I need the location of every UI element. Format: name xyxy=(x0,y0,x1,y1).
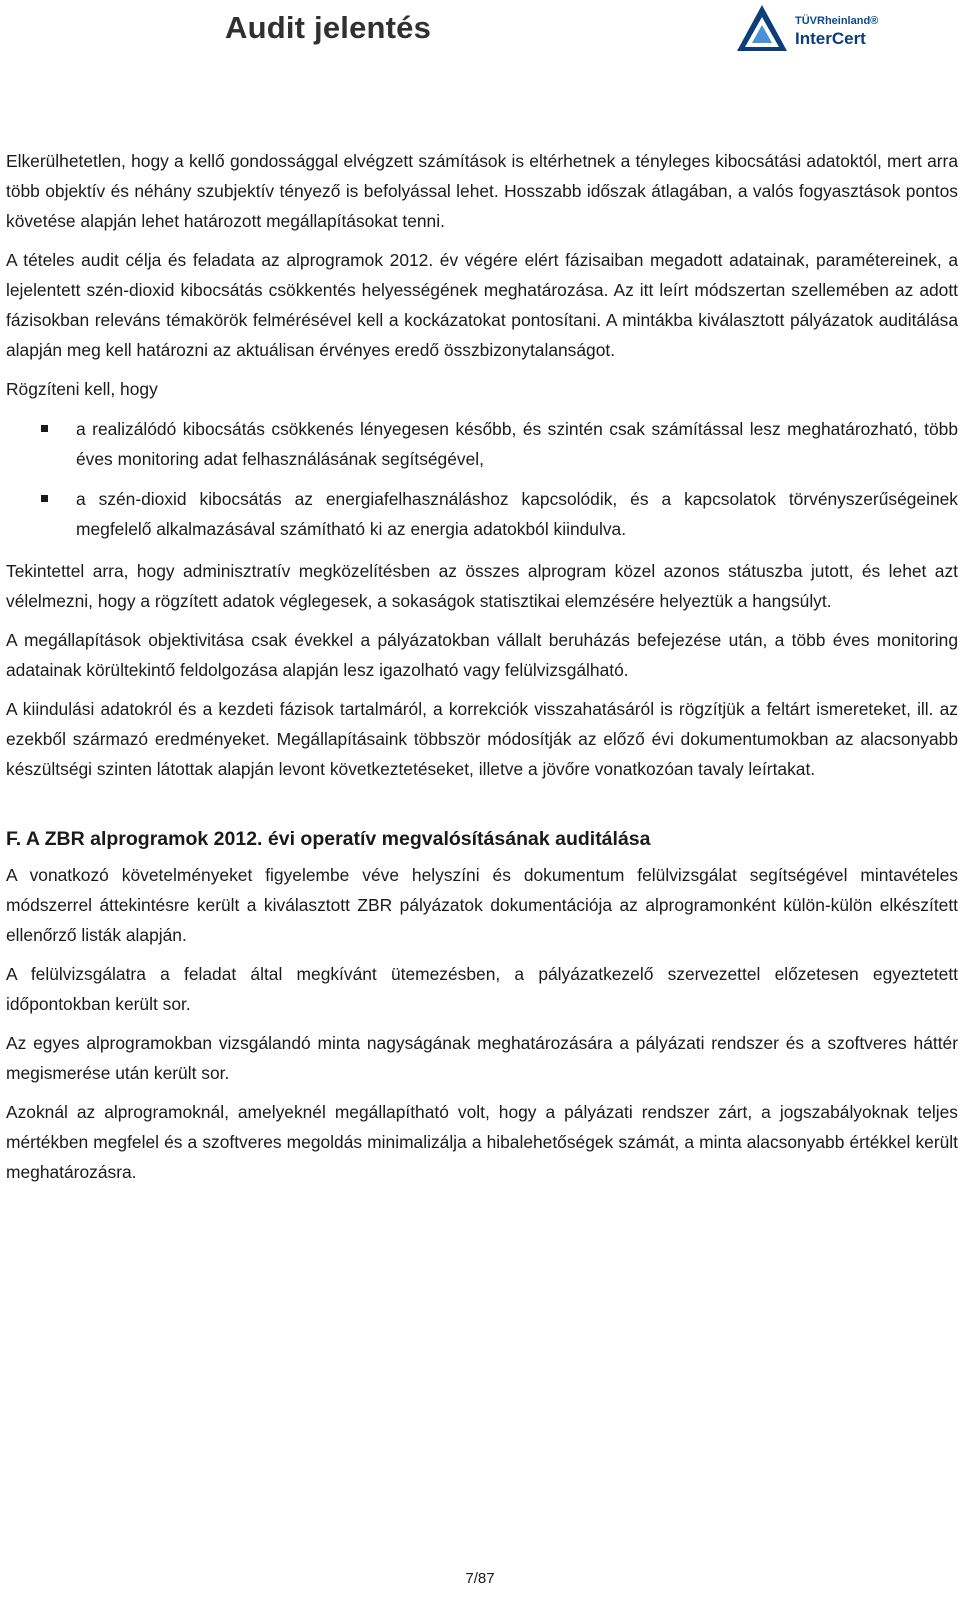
list-item xyxy=(6,484,958,544)
paragraph: Rögzíteni kell, hogy xyxy=(6,379,158,399)
paragraph: Az egyes alprogramokban vizsgálandó minta nagyságának meghatározására a pályázati rendszer és a szoftveres háttér megismerése után került sor. xyxy=(6,1033,958,1083)
section-heading: F. A ZBR alprogramok 2012. évi operatív megvalósításának auditálása xyxy=(6,828,651,850)
paragraph: A kiindulási adatokról és a kezdeti fázisok tartalmáról, a korrekciók visszahatásáról is rögzítjük a feltárt ismereteket, ill. az ezekből származó eredményeket. Megállapításaink többször módosítják az előző évi dokumentumokban az alacsonyabb készültségi szinten látottak alapján levont következtetéseket, illetve a jövőre vonatkozóan tavaly leírtakat. xyxy=(6,699,958,779)
logo-brand-text: TÜVRheinland® xyxy=(795,15,879,27)
paragraph: A tételes audit célja és feladata az alprogramok 2012. év végére elért fázisaiban megadott adatainak, paramétereinek, a lejelentett szén-dioxid kibocsátás csökkentés helyességének meghatározása. Az itt leírt módszertan szellemében az adott fázisokban releváns témakörök felmérésével kell a kockázatokat pontosítani. A mintákba kiválasztott pályázatok auditálása alapján meg kell határozni az aktuálisan érvényes eredő összbizonytalanságot. xyxy=(6,250,958,360)
page-header xyxy=(0,0,960,60)
company-logo xyxy=(735,3,885,53)
paragraph: Tekintettel arra, hogy adminisztratív megközelítésben az összes alprogram közel azonos státuszba jutott, és lehet azt vélelmezni, hogy a rögzített adatok véglegesek, a sokaságok statisztikai elemzésére helyeztük a hangsúlyt. xyxy=(6,561,958,611)
logo-name-text: InterCert xyxy=(795,29,866,48)
square-bullet-icon xyxy=(41,495,48,502)
document-body xyxy=(6,146,958,1196)
paragraph: A vonatkozó követelményeket figyelembe véve helyszíni és dokumentum felülvizsgálat segítségével mintavételes módszerrel áttekintésre került a kiválasztott ZBR pályázatok dokumentációja az alprogramonként külön-külön elkészített ellenőrző listák alapján. xyxy=(6,865,958,945)
page-number: 7/87 xyxy=(465,1570,495,1587)
paragraph: A felülvizsgálatra a feladat által megkívánt ütemezésben, a pályázatkezelő szervezettel előzetesen egyeztetett időpontokban került sor. xyxy=(6,964,958,1014)
tuv-triangle-icon xyxy=(735,3,789,53)
paragraph: Azoknál az alprogramoknál, amelyeknél megállapítható volt, hogy a pályázati rendszer zárt, a jogszabályoknak teljes mértékben megfelel és a szoftveres megoldás minimalizálja a hibalehetőségek számát, a minta alacsonyabb értékkel került meghatározásra. xyxy=(6,1102,958,1182)
list-item-text: a szén-dioxid kibocsátás az energiafelhasználáshoz kapcsolódik, és a kapcsolatok törvényszerűségeinek megfelelő alkalmazásával számítható ki az energia adatokból kiindulva. xyxy=(76,489,958,539)
list-item-text: a realizálódó kibocsátás csökkenés lényegesen később, és szintén csak számítással lesz meghatározható, több éves monitoring adat felhasználásának segítségével, xyxy=(76,419,958,469)
paragraph: A megállapítások objektivitása csak évekkel a pályázatokban vállalt beruházás befejezése után, a több éves monitoring adatainak körültekintő feldolgozása alapján lesz igazolható vagy felülvizsgálható. xyxy=(6,630,958,680)
paragraph: Elkerülhetetlen, hogy a kellő gondossággal elvégzett számítások is eltérhetnek a tényleges kibocsátási adatoktól, mert arra több objektív és néhány szubjektív tényező is befolyással lehet. Hosszabb időszak átlagában, a valós fogyasztások pontos követése alapján lehet határozott megállapításokat tenni. xyxy=(6,151,958,231)
document-title: Audit jelentés xyxy=(225,10,432,45)
bullet-list xyxy=(6,414,958,544)
list-item xyxy=(6,414,958,474)
square-bullet-icon xyxy=(41,425,48,432)
